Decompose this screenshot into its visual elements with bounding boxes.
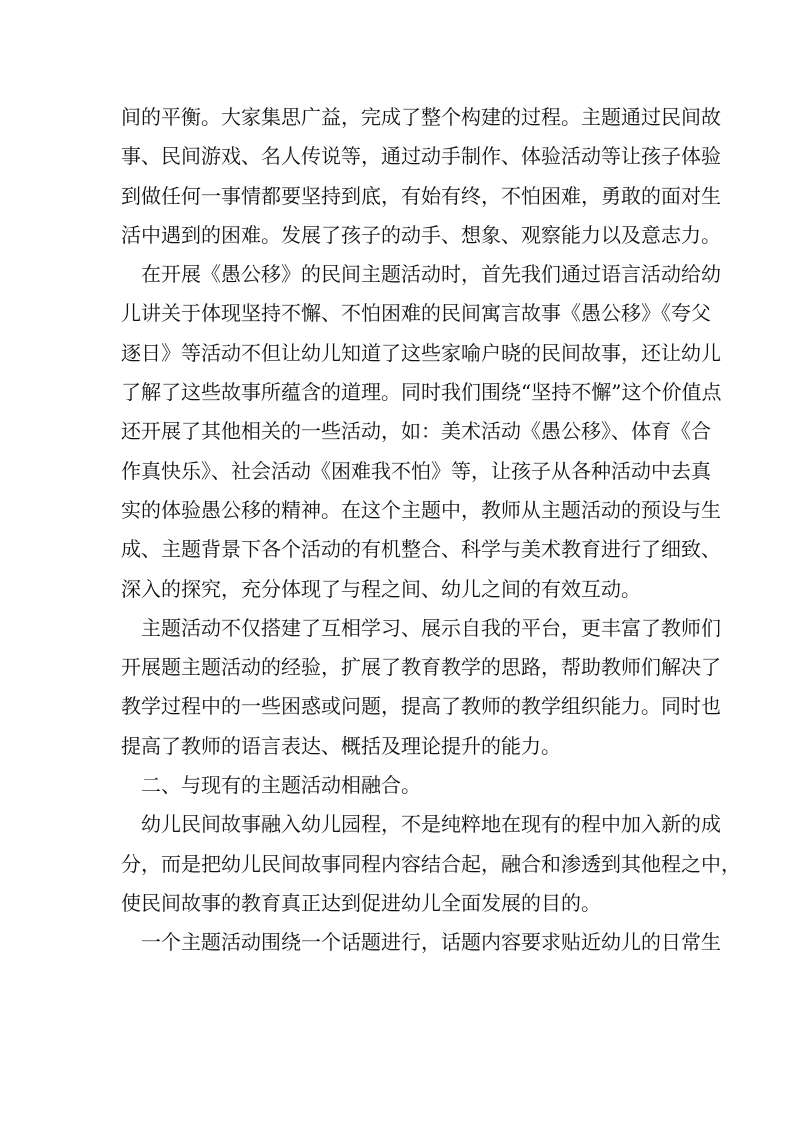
text-line: 还开展了其他相关的一些活动，如：美术活动《愚公移》、体育《合 <box>121 419 711 444</box>
text-line: 到做任何一事情都要坚持到底，有始有终，不怕困难，勇敢的面对生 <box>121 183 721 208</box>
text-line: 提高了教师的语言表达、概括及理论提升的能力。 <box>121 733 561 758</box>
text-line: 实的体验愚公移的精神。在这个主题中，教师从主题活动的预设与生 <box>121 497 721 522</box>
text-line: 作真快乐》、社会活动《困难我不怕》等，让孩子从各种活动中去真 <box>121 458 711 483</box>
paragraph-first-line: 在开展《愚公移》的民间主题活动时，首先我们通过语言活动给幼 <box>141 262 721 287</box>
document-body <box>121 98 741 963</box>
text-line: 开展题主题活动的经验，扩展了教育教学的思路，帮助教师们解决了 <box>121 655 721 680</box>
text-line: 事、民间游戏、名人传说等，通过动手制作、体验活动等让孩子体验 <box>121 144 721 169</box>
text-line: 教学过程中的一些困惑或问题，提高了教师的教学组织能力。同时也 <box>121 694 721 719</box>
text-line: 深入的探究，充分体现了与程之间、幼儿之间的有效互动。 <box>121 576 641 601</box>
section-heading: 二、与现有的主题活动相融合。 <box>141 773 421 798</box>
text-line: 分，而是把幼儿民间故事同程内容结合起，融合和渗透到其他程之中， <box>121 851 741 876</box>
paragraph-first-line: 幼儿民间故事融入幼儿园程，不是纯粹地在现有的程中加入新的成 <box>141 812 721 837</box>
text-line: 成、主题背景下各个活动的有机整合、科学与美术教育进行了细致、 <box>121 537 721 562</box>
text-line: 活中遇到的困难。发展了孩子的动手、想象、观察能力以及意志力。 <box>121 222 721 247</box>
text-line: 使民间故事的教育真正达到促进幼儿全面发展的目的。 <box>121 890 601 915</box>
text-line: 儿讲关于体现坚持不懈、不怕困难的民间寓言故事《愚公移》《夸父 <box>121 301 711 326</box>
text-line: 了解了这些故事所蕴含的道理。同时我们围绕“坚持不懈”这个价值点 <box>121 380 722 405</box>
text-line: 逐日》等活动不但让幼儿知道了这些家喻户晓的民间故事，还让幼儿 <box>121 340 721 365</box>
text-line: 间的平衡。大家集思广益，完成了整个构建的过程。主题通过民间故 <box>121 105 721 129</box>
paragraph-first-line: 主题活动不仅搭建了互相学习、展示自我的平台，更丰富了教师们 <box>141 615 721 640</box>
paragraph-first-line: 一个主题活动围绕一个话题进行，话题内容要求贴近幼儿的日常生 <box>141 930 721 955</box>
